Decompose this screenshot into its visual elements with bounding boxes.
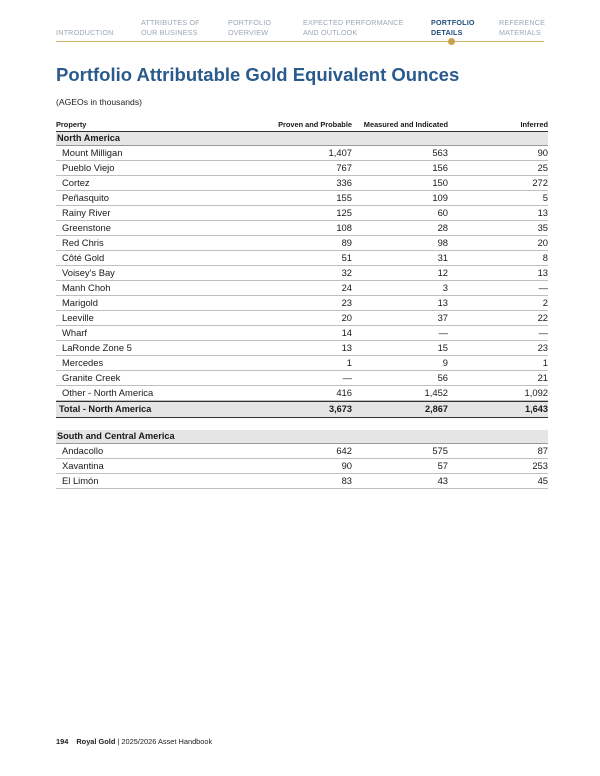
nav-reference-materials[interactable] (499, 18, 545, 38)
cell-measured-indicated: 56 (437, 372, 448, 383)
table-row (56, 296, 548, 311)
total-label: Total - North America (59, 404, 152, 414)
cell-measured-indicated: 98 (437, 237, 448, 248)
south-central-america-rows (56, 444, 548, 489)
cell-proven-probable: 83 (341, 475, 352, 486)
cell-proven-probable: 108 (336, 222, 352, 233)
cell-proven-probable: 32 (341, 267, 352, 278)
cell-inferred: 20 (537, 237, 548, 248)
table-row (56, 281, 548, 296)
cell-measured-indicated: 13 (437, 297, 448, 308)
nav-portfolio-details-line2: DETAILS (431, 28, 463, 37)
cell-proven-probable: 1,407 (328, 147, 352, 158)
cell-property: Mount Milligan (62, 147, 123, 158)
cell-property: Other - North America (62, 387, 154, 398)
section-label: South and Central America (57, 431, 175, 441)
cell-inferred: 35 (537, 222, 548, 233)
cell-property: Mercedes (62, 357, 104, 368)
cell-inferred: 8 (542, 252, 548, 263)
nav-introduction-line2: INTRODUCTION (56, 28, 114, 37)
cell-property: Granite Creek (62, 372, 121, 383)
table-row (56, 459, 548, 474)
cell-inferred: 1,092 (524, 387, 548, 398)
cell-property: Voisey's Bay (62, 267, 115, 278)
cell-measured-indicated: 563 (432, 147, 448, 158)
page-footer (56, 737, 212, 746)
page-number: 194 (56, 737, 69, 746)
total-proven-probable: 3,673 (329, 404, 352, 414)
nav-expected-performance-line1: EXPECTED PERFORMANCE (303, 18, 404, 27)
cell-measured-indicated: 57 (437, 460, 448, 471)
cell-proven-probable: 767 (336, 162, 352, 173)
cell-measured-indicated: 28 (437, 222, 448, 233)
cell-proven-probable: 155 (336, 192, 352, 203)
table-row (56, 206, 548, 221)
section-label: North America (57, 133, 120, 143)
cell-proven-probable: 14 (341, 327, 352, 338)
nav-expected-performance[interactable] (303, 18, 404, 38)
cell-inferred: 23 (537, 342, 548, 353)
cell-proven-probable: 24 (341, 282, 352, 293)
cell-property: Xavantina (62, 460, 104, 471)
cell-property: Manh Choh (62, 282, 111, 293)
header-proven-probable: Proven and Probable (278, 120, 352, 129)
header-property: Property (56, 120, 87, 129)
table-header (56, 118, 548, 132)
active-section-indicator-icon (448, 38, 455, 45)
nav-expected-performance-line2: AND OUTLOOK (303, 28, 358, 37)
table-row (56, 386, 548, 401)
cell-inferred: 25 (537, 162, 548, 173)
cell-inferred: 13 (537, 267, 548, 278)
cell-property: Andacollo (62, 445, 104, 456)
cell-measured-indicated: 156 (432, 162, 448, 173)
section-spacer (56, 418, 548, 430)
table-row (56, 474, 548, 489)
nav-reference-materials-line1: REFERENCE (499, 18, 546, 27)
nav-reference-materials-line2: MATERIALS (499, 28, 542, 37)
section-south-central-america (56, 430, 548, 444)
cell-proven-probable: 13 (341, 342, 352, 353)
cell-property: Wharf (62, 327, 88, 338)
cell-inferred: 22 (537, 312, 548, 323)
cell-proven-probable: 89 (341, 237, 352, 248)
nav-divider (56, 41, 544, 42)
total-north-america-row (56, 401, 548, 418)
cell-measured-indicated: 12 (437, 267, 448, 278)
table-row (56, 371, 548, 386)
cell-inferred: 13 (537, 207, 548, 218)
cell-measured-indicated: 31 (437, 252, 448, 263)
nav-attributes-of-our-business[interactable] (141, 18, 200, 38)
nav-attributes-line2: OUR BUSINESS (141, 28, 198, 37)
cell-proven-probable: 51 (341, 252, 352, 263)
cell-property: Rainy River (62, 207, 111, 218)
cell-inferred: 21 (537, 372, 548, 383)
cell-inferred: — (538, 327, 548, 338)
table-row (56, 356, 548, 371)
table-row (56, 161, 548, 176)
north-america-rows (56, 146, 548, 401)
header-measured-indicated: Measured and Indicated (363, 120, 448, 129)
cell-inferred: 90 (537, 147, 548, 158)
cell-measured-indicated: 150 (432, 177, 448, 188)
nav-portfolio-overview[interactable] (228, 18, 271, 38)
cell-property: Cortez (62, 177, 90, 188)
table-row (56, 444, 548, 459)
cell-property: El Limón (62, 475, 99, 486)
nav-introduction[interactable] (56, 18, 114, 38)
total-inferred: 1,643 (525, 404, 548, 414)
page-subtitle: (AGEOs in thousands) (56, 97, 142, 107)
cell-property: LaRonde Zone 5 (62, 342, 132, 353)
cell-proven-probable: 125 (336, 207, 352, 218)
cell-proven-probable: 336 (336, 177, 352, 188)
page-title: Portfolio Attributable Gold Equivalent Ounces (56, 64, 460, 85)
cell-measured-indicated: 575 (432, 445, 448, 456)
cell-inferred: 253 (532, 460, 548, 471)
cell-measured-indicated: 109 (432, 192, 448, 203)
cell-measured-indicated: 43 (437, 475, 448, 486)
cell-inferred: 45 (537, 475, 548, 486)
cell-proven-probable: 20 (341, 312, 352, 323)
cell-property: Marigold (62, 297, 98, 308)
table-row (56, 221, 548, 236)
section-north-america (56, 132, 548, 146)
table-row (56, 251, 548, 266)
footer-brand: Royal Gold (76, 737, 116, 746)
cell-proven-probable: 23 (341, 297, 352, 308)
cell-measured-indicated: 9 (442, 357, 448, 368)
nav-portfolio-details[interactable] (431, 18, 475, 38)
table-row (56, 236, 548, 251)
table-row (56, 176, 548, 191)
cell-measured-indicated: 1,452 (424, 387, 448, 398)
cell-inferred: — (538, 282, 548, 293)
nav-portfolio-overview-line2: OVERVIEW (228, 28, 269, 37)
table-row (56, 191, 548, 206)
cell-measured-indicated: 15 (437, 342, 448, 353)
table-row (56, 326, 548, 341)
cell-inferred: 87 (537, 445, 548, 456)
footer-separator: | (115, 737, 122, 746)
cell-property: Pueblo Viejo (62, 162, 115, 173)
cell-property: Peñasquito (62, 192, 109, 203)
cell-proven-probable: — (342, 372, 352, 383)
cell-measured-indicated: 60 (437, 207, 448, 218)
cell-property: Red Chris (62, 237, 104, 248)
cell-measured-indicated: 3 (442, 282, 448, 293)
nav-attributes-line1: ATTRIBUTES OF (141, 18, 200, 27)
cell-property: Greenstone (62, 222, 111, 233)
nav-portfolio-details-line1: PORTFOLIO (431, 18, 475, 27)
nav-portfolio-overview-line1: PORTFOLIO (228, 18, 272, 27)
header-inferred: Inferred (520, 120, 548, 129)
table-row (56, 341, 548, 356)
cell-proven-probable: 1 (346, 357, 352, 368)
nav-introduction-line1 (56, 18, 114, 28)
table-row (56, 266, 548, 281)
cell-measured-indicated: 37 (437, 312, 448, 323)
cell-inferred: 2 (542, 297, 548, 308)
cell-proven-probable: 90 (341, 460, 352, 471)
top-navigation (0, 0, 600, 46)
cell-proven-probable: 416 (336, 387, 352, 398)
cell-inferred: 272 (532, 177, 548, 188)
total-measured-indicated: 2,867 (425, 404, 448, 414)
cell-measured-indicated: — (438, 327, 448, 338)
ageo-table (56, 118, 548, 489)
cell-property: Côté Gold (62, 252, 105, 263)
cell-inferred: 1 (542, 357, 548, 368)
footer-doc-title: 2025/2026 Asset Handbook (121, 737, 213, 746)
cell-property: Leeville (62, 312, 94, 323)
table-row (56, 311, 548, 326)
cell-proven-probable: 642 (336, 445, 352, 456)
cell-inferred: 5 (542, 192, 548, 203)
table-row (56, 146, 548, 161)
